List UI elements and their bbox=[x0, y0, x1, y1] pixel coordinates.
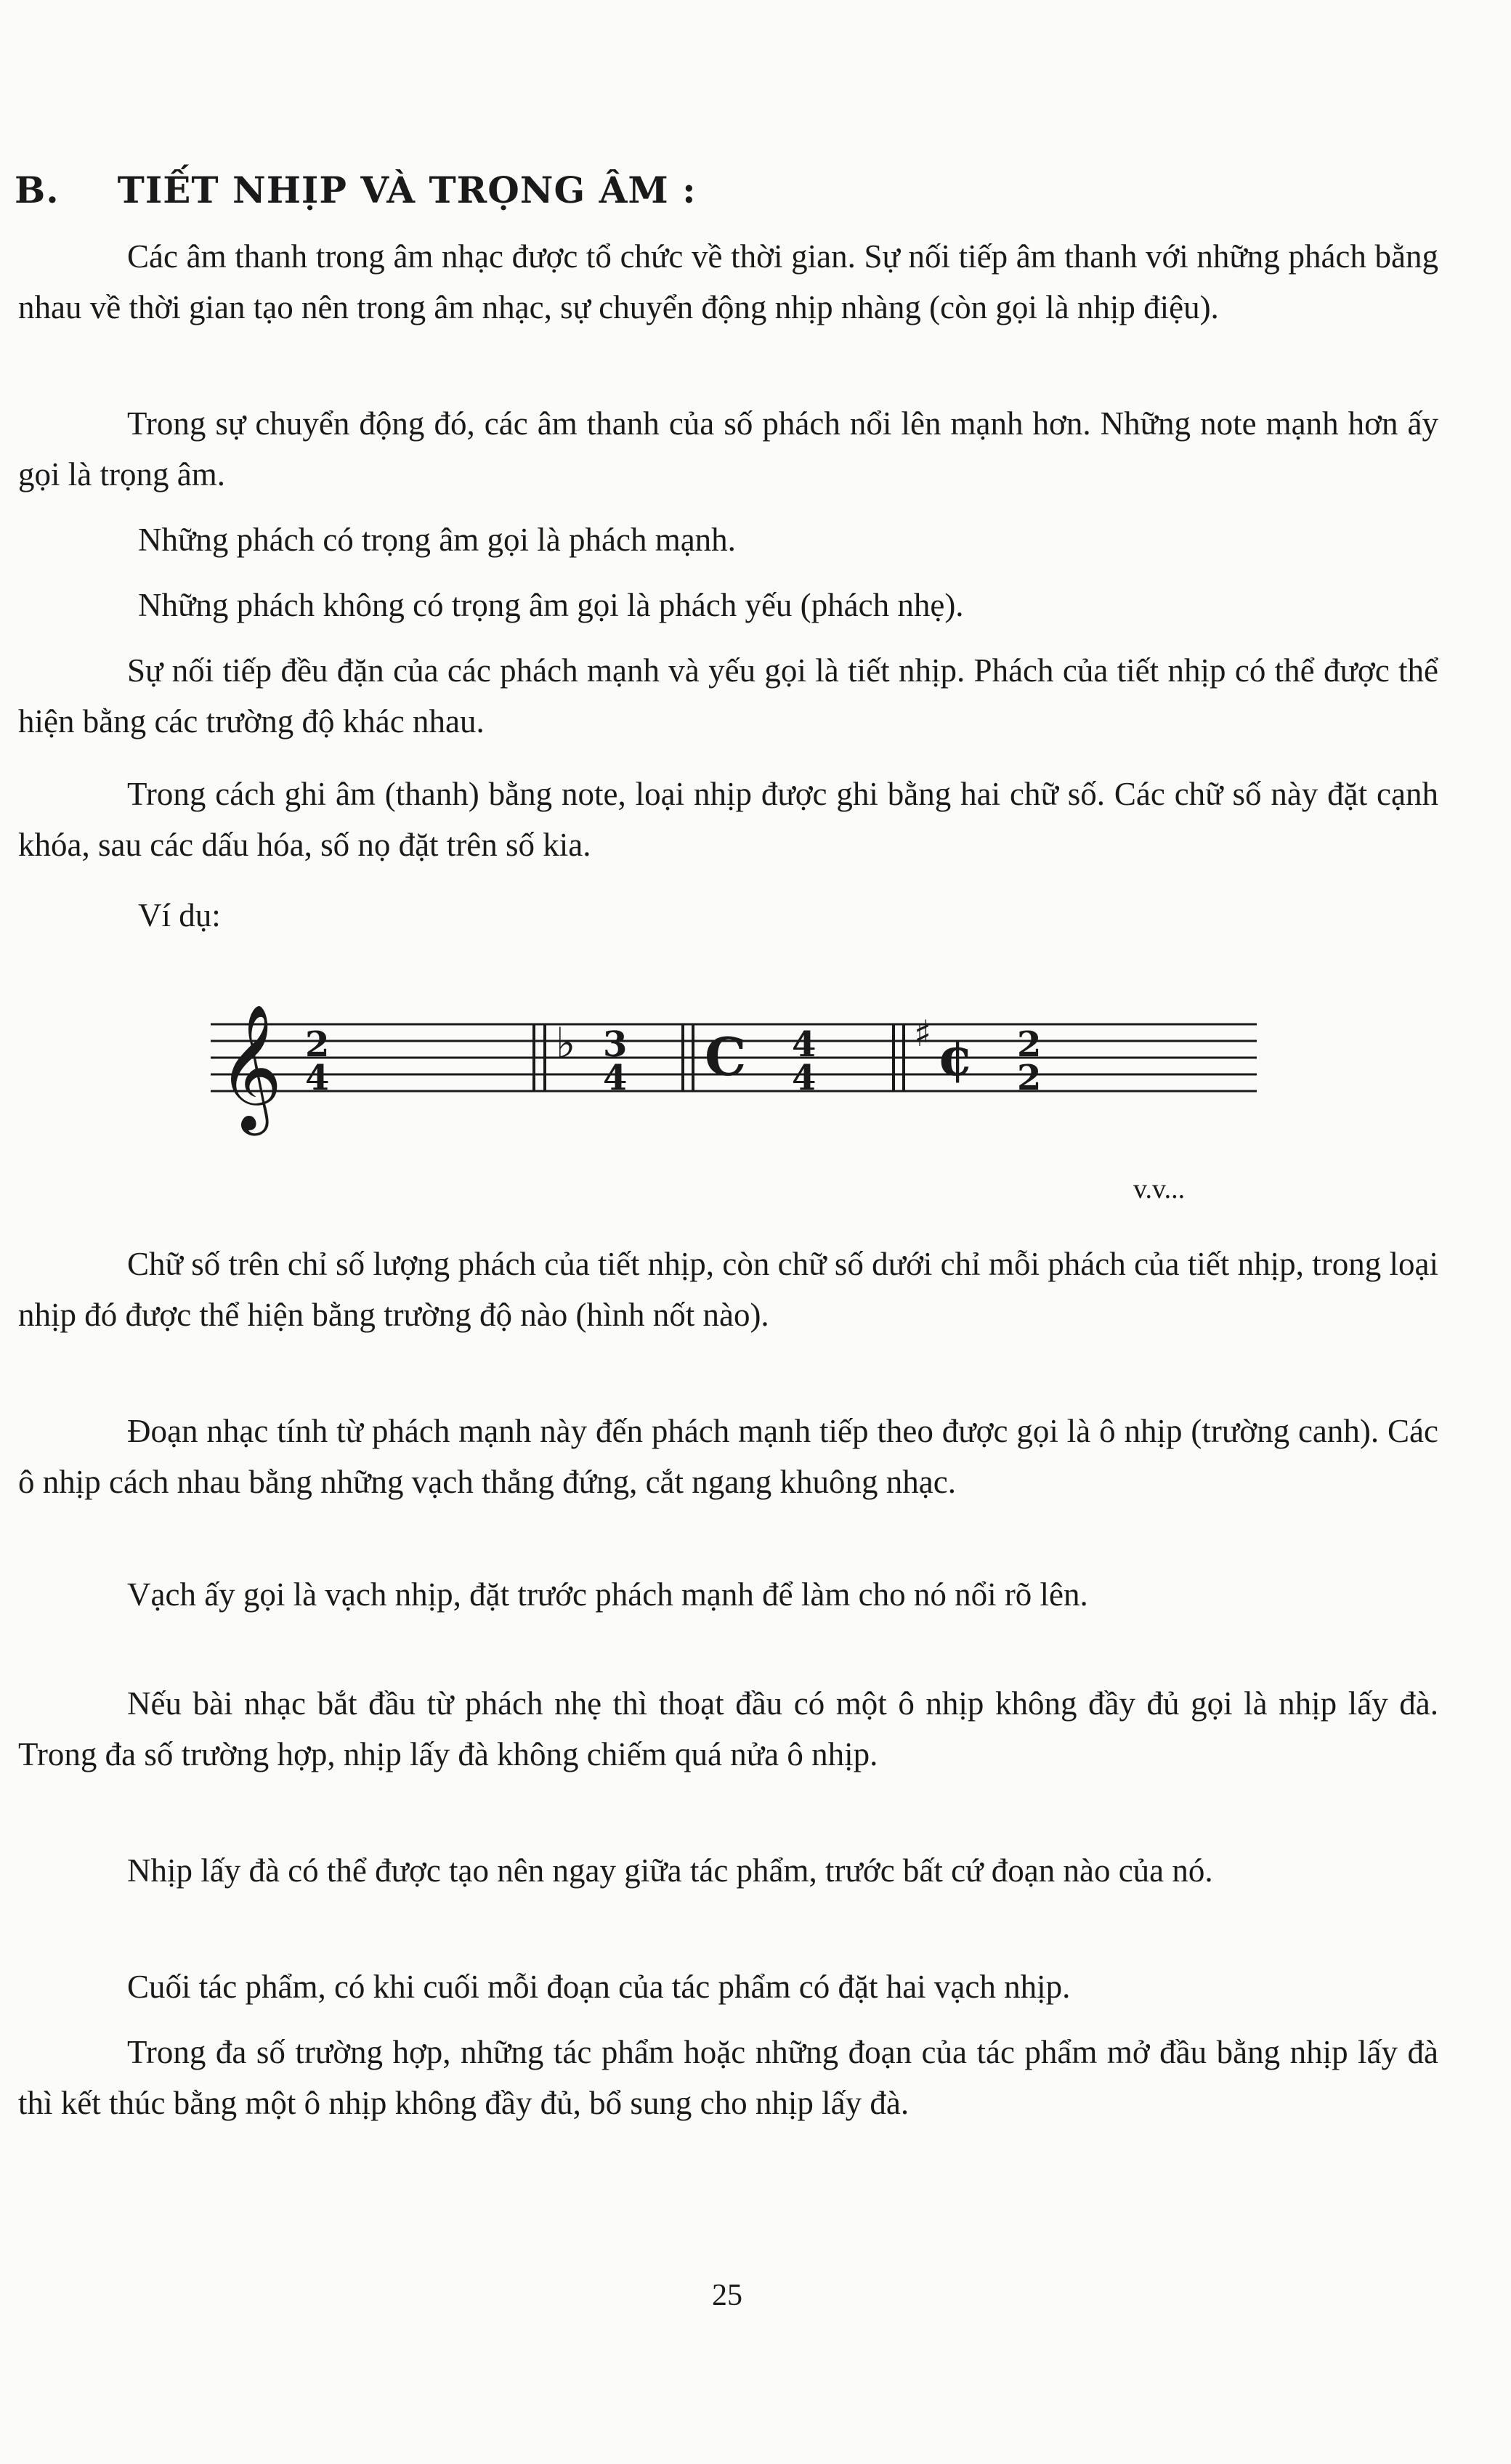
time-signature-3-bottom: 4 bbox=[792, 1058, 817, 1098]
cut-time-icon: ¢ bbox=[937, 1026, 974, 1087]
time-signature-2-top: 3 bbox=[603, 1024, 628, 1065]
time-signature-1-top: 2 bbox=[305, 1024, 330, 1065]
sharp-icon: ♯ bbox=[914, 1013, 932, 1055]
etc-label: v.v... bbox=[1133, 1174, 1186, 1204]
paragraph-numbers-meaning: Chữ số trên chỉ số lượng phách của tiết nhịp, còn chữ số dưới chỉ mỗi phách của tiết nhịp, trong loại nhịp đó được thể hiện bằng trường độ nào (hình nốt nào). bbox=[18, 1246, 1438, 1333]
paragraph-example-label: Ví dụ: bbox=[138, 897, 221, 933]
time-signature-4-top: 2 bbox=[1017, 1024, 1042, 1065]
section-heading bbox=[15, 169, 697, 211]
paragraph-anacrusis-definition: Nếu bài nhạc bắt đầu từ phách nhẹ thì thoạt đầu có một ô nhịp không đầy đủ gọi là nhịp lấy đà. Trong đa số trường hợp, nhịp lấy đà không chiếm quá nửa ô nhịp. bbox=[18, 1685, 1438, 1772]
paragraph-anacrusis-middle: Nhịp lấy đà có thể được tạo nên ngay giữa tác phẩm, trước bất cứ đoạn nào của nó. bbox=[127, 1852, 1213, 1889]
treble-clef-icon: 𝄞 bbox=[218, 1004, 283, 1130]
time-signature-3-top: 4 bbox=[792, 1024, 817, 1065]
paragraph-double-barline: Cuối tác phẩm, có khi cuối mỗi đoạn của tác phẩm có đặt hai vạch nhịp. bbox=[127, 1969, 1071, 2005]
paragraph-accent-definition: Trong sự chuyển động đó, các âm thanh của số phách nổi lên mạnh hơn. Những note mạnh hơn ấy gọi là trọng âm. bbox=[18, 405, 1438, 493]
section-letter: B. bbox=[15, 169, 60, 211]
time-signature-staff-example bbox=[211, 995, 1257, 1140]
paragraph-measure-definition: Đoạn nhạc tính từ phách mạnh này đến phách mạnh tiếp theo được gọi là ô nhịp (trường canh). Các ô nhịp cách nhau bằng những vạch thẳng đứng, cắt ngang khuông nhạc. bbox=[18, 1413, 1438, 1500]
time-signature-2-bottom: 4 bbox=[603, 1058, 628, 1098]
paragraph-meter-definition: Sự nối tiếp đều đặn của các phách mạnh và yếu gọi là tiết nhịp. Phách của tiết nhịp có thể được thể hiện bằng các trường độ khác nhau. bbox=[18, 652, 1438, 739]
paragraph-strong-beat: Những phách có trọng âm gọi là phách mạnh. bbox=[138, 522, 736, 558]
section-title: TIẾT NHỊP VÀ TRỌNG ÂM : bbox=[117, 169, 697, 211]
paragraph-incomplete-measure: Trong đa số trường hợp, những tác phẩm hoặc những đoạn của tác phẩm mở đầu bằng nhịp lấy đà thì kết thúc bằng một ô nhịp không đầy đủ, bổ sung cho nhịp lấy đà. bbox=[18, 2034, 1438, 2121]
paragraph-time-signature-notation: Trong cách ghi âm (thanh) bằng note, loại nhịp được ghi bằng hai chữ số. Các chữ số này đặt cạnh khóa, sau các dấu hóa, số nọ đặt trên số kia. bbox=[18, 776, 1438, 863]
paragraph-sound-organization: Các âm thanh trong âm nhạc được tổ chức về thời gian. Sự nối tiếp âm thanh với những phách bằng nhau về thời gian tạo nên trong âm nhạc, sự chuyển động nhịp nhàng (còn gọi là nhịp điệu). bbox=[18, 238, 1438, 325]
paragraph-barline-definition: Vạch ấy gọi là vạch nhịp, đặt trước phách mạnh để làm cho nó nổi rõ lên. bbox=[127, 1576, 1088, 1613]
time-signature-4-bottom: 2 bbox=[1017, 1058, 1042, 1098]
paragraph-weak-beat: Những phách không có trọng âm gọi là phách yếu (phách nhẹ). bbox=[138, 587, 964, 623]
flat-icon: ♭ bbox=[556, 1018, 576, 1068]
page-number: 25 bbox=[712, 2279, 742, 2312]
time-signature-1-bottom: 4 bbox=[305, 1058, 330, 1098]
common-time-icon: C bbox=[705, 1026, 747, 1087]
